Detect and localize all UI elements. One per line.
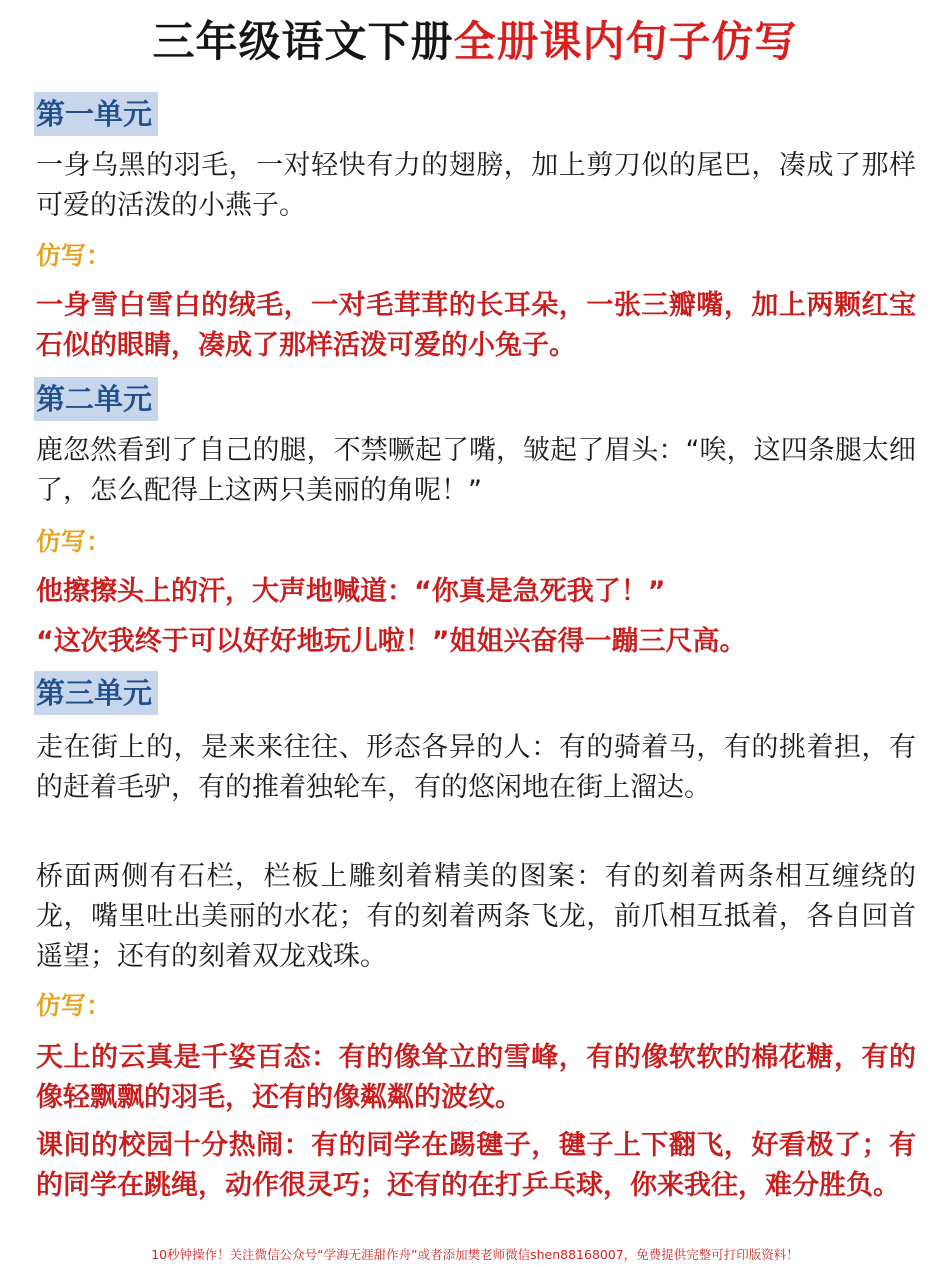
unit2-original-sentence: 鹿忽然看到了自己的腿，不禁噘起了嘴，皱起了眉头：“唉，这四条腿太细了，怎么配得上这两只美丽的角呢！” — [36, 435, 916, 506]
unit2-heading: 第二单元 — [34, 377, 158, 421]
page-title — [0, 14, 950, 70]
unit1-heading: 第一单元 — [34, 92, 158, 136]
unit1-imitation-label: 仿写： — [36, 241, 112, 270]
title-part-red: 全册课内句子仿写 — [453, 17, 798, 66]
title-part-black: 三年级语文下册 — [152, 17, 454, 66]
unit3-imitation-sentence-2: 课间的校园十分热闹：有的同学在踢毽子，毽子上下翻飞，好看极了；有的同学在跳绳，动作很灵巧；还有的在打乒乓球，你来我往，难分胜负。 — [36, 1130, 916, 1201]
unit3-heading: 第三单元 — [34, 671, 158, 715]
unit3-imitation-sentence-1: 天上的云真是千姿百态：有的像耸立的雪峰，有的像软软的棉花糖，有的像轻飘飘的羽毛，还有的像粼粼的波纹。 — [36, 1042, 916, 1113]
unit1-original-sentence: 一身乌黑的羽毛，一对轻快有力的翅膀，加上剪刀似的尾巴，凑成了那样可爱的活泼的小燕子。 — [36, 150, 916, 221]
unit2-imitation-sentence-2: “这次我终于可以好好地玩儿啦！”姐姐兴奋得一蹦三尺高。 — [36, 626, 747, 657]
unit3-original-sentence-2: 桥面两侧有石栏，栏板上雕刻着精美的图案：有的刻着两条相互缠绕的龙，嘴里吐出美丽的水花；有的刻着两条飞龙，前爪相互抵着，各自回首遥望；还有的刻着双龙戏珠。 — [36, 861, 916, 972]
footer-notice: 10秒钟操作！关注微信公众号“学海无涯甜作舟”或者添加樊老师微信shen88168007，免费提供完整可打印版资料！ — [151, 1247, 799, 1262]
unit3-original-sentence-1: 走在街上的，是来来往往、形态各异的人：有的骑着马，有的挑着担，有的赶着毛驴，有的推着独轮车，有的悠闲地在街上溜达。 — [36, 732, 916, 803]
unit2-imitation-sentence-1: 他擦擦头上的汗，大声地喊道：“你真是急死我了！” — [36, 576, 666, 607]
unit3-imitation-label: 仿写： — [36, 991, 112, 1020]
unit2-imitation-label: 仿写： — [36, 527, 112, 556]
unit1-imitation-sentence: 一身雪白雪白的绒毛，一对毛茸茸的长耳朵，一张三瓣嘴，加上两颗红宝石似的眼睛，凑成了那样活泼可爱的小兔子。 — [36, 290, 916, 361]
